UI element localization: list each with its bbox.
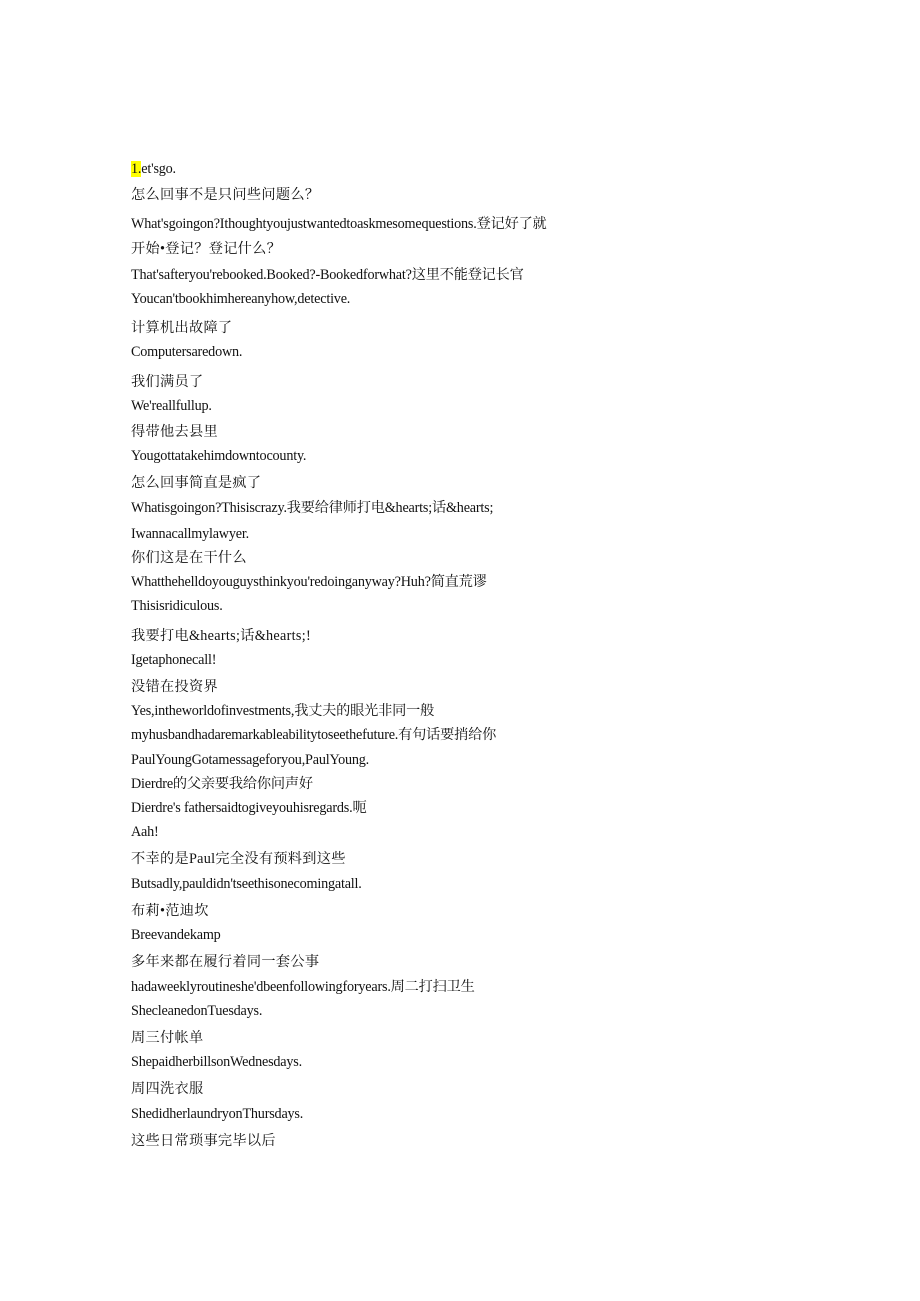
transcript-line: 怎么回事简直是疯了 bbox=[131, 475, 262, 492]
transcript-line-0 bbox=[131, 157, 651, 181]
transcript-line: ShecleanedonTuesdays. bbox=[131, 1002, 263, 1019]
transcript-line: 怎么回事不是只问些问题么？ bbox=[131, 187, 320, 204]
transcript-line: Whatthehelldoyouguysthinkyou'redoinganyway?Huh?简直荒谬 bbox=[131, 574, 487, 591]
line-text: et'sgo. bbox=[141, 161, 176, 177]
transcript-line: 没错在投资界 bbox=[131, 679, 218, 696]
transcript-line: PaulYoungGotamessageforyou,PaulYoung. bbox=[131, 751, 370, 768]
transcript-line: 我们满员了 bbox=[131, 373, 204, 390]
transcript-line: Yes,intheworldofinvestments,我丈夫的眼光非同一般 bbox=[131, 703, 435, 720]
transcript-line: Iwannacallmylawyer. bbox=[131, 525, 249, 542]
transcript-line: Dierdre's fathersaidtogiveyouhisregards.呃 bbox=[131, 800, 367, 817]
transcript-line: 得带他去县里 bbox=[131, 424, 218, 441]
transcript-line: 不幸的是Paul完全没有预料到这些 bbox=[131, 851, 346, 868]
transcript-line: Butsadly,pauldidn'tseethisonecomingatall. bbox=[131, 875, 362, 892]
highlighted-text: 1. bbox=[131, 161, 142, 177]
transcript-line: 布莉•范迪坎 bbox=[131, 902, 209, 919]
transcript-line: myhusbandhadaremarkableabilitytoseethefuture.有句话要捎给你 bbox=[131, 727, 497, 744]
transcript-line: Youcan'tbookhimhereanyhow,detective. bbox=[131, 291, 351, 308]
subtitle-transcript bbox=[131, 157, 651, 1153]
transcript-line: Yougottatakehimdowntocounty. bbox=[131, 448, 307, 465]
transcript-line: 我要打电&hearts;话&hearts;! bbox=[131, 627, 311, 644]
transcript-line: Computersaredown. bbox=[131, 344, 243, 361]
transcript-line: What'sgoingon?Ithoughtyoujustwantedtoaskmesomequestions.登记好了就 bbox=[131, 216, 547, 233]
transcript-line: hadaweeklyroutineshe'dbeenfollowingforyears.周二打扫卫生 bbox=[131, 978, 475, 995]
transcript-line: Breevandekamp bbox=[131, 927, 221, 944]
transcript-line: Thisisridiculous. bbox=[131, 598, 223, 615]
transcript-line: ShedidherlaundryonThursdays. bbox=[131, 1105, 304, 1122]
transcript-line: 你们这是在干什么 bbox=[131, 550, 247, 567]
transcript-line: 计算机出故障了 bbox=[131, 320, 233, 337]
transcript-line: Dierdre的父亲要我给你问声好 bbox=[131, 775, 313, 792]
transcript-line: We'reallfullup. bbox=[131, 397, 212, 414]
transcript-line: ShepaidherbillsonWednesdays. bbox=[131, 1054, 302, 1071]
transcript-line: 周三付帐单 bbox=[131, 1029, 204, 1046]
transcript-line: Aah! bbox=[131, 824, 159, 841]
transcript-line: 周四洗衣服 bbox=[131, 1081, 204, 1098]
transcript-line: 开始•登记？登记什么？ bbox=[131, 240, 282, 257]
transcript-line: Whatisgoingon?Thisiscrazy.我要给律师打电&hearts;话&hearts; bbox=[131, 499, 494, 516]
transcript-line: 多年来都在履行着同一套公事 bbox=[131, 954, 320, 971]
transcript-line: 这些日常琐事完毕以后 bbox=[131, 1132, 276, 1149]
transcript-line: Igetaphonecall! bbox=[131, 651, 217, 668]
transcript-line: That'safteryou'rebooked.Booked?-Bookedforwhat?这里不能登记长官 bbox=[131, 266, 524, 283]
